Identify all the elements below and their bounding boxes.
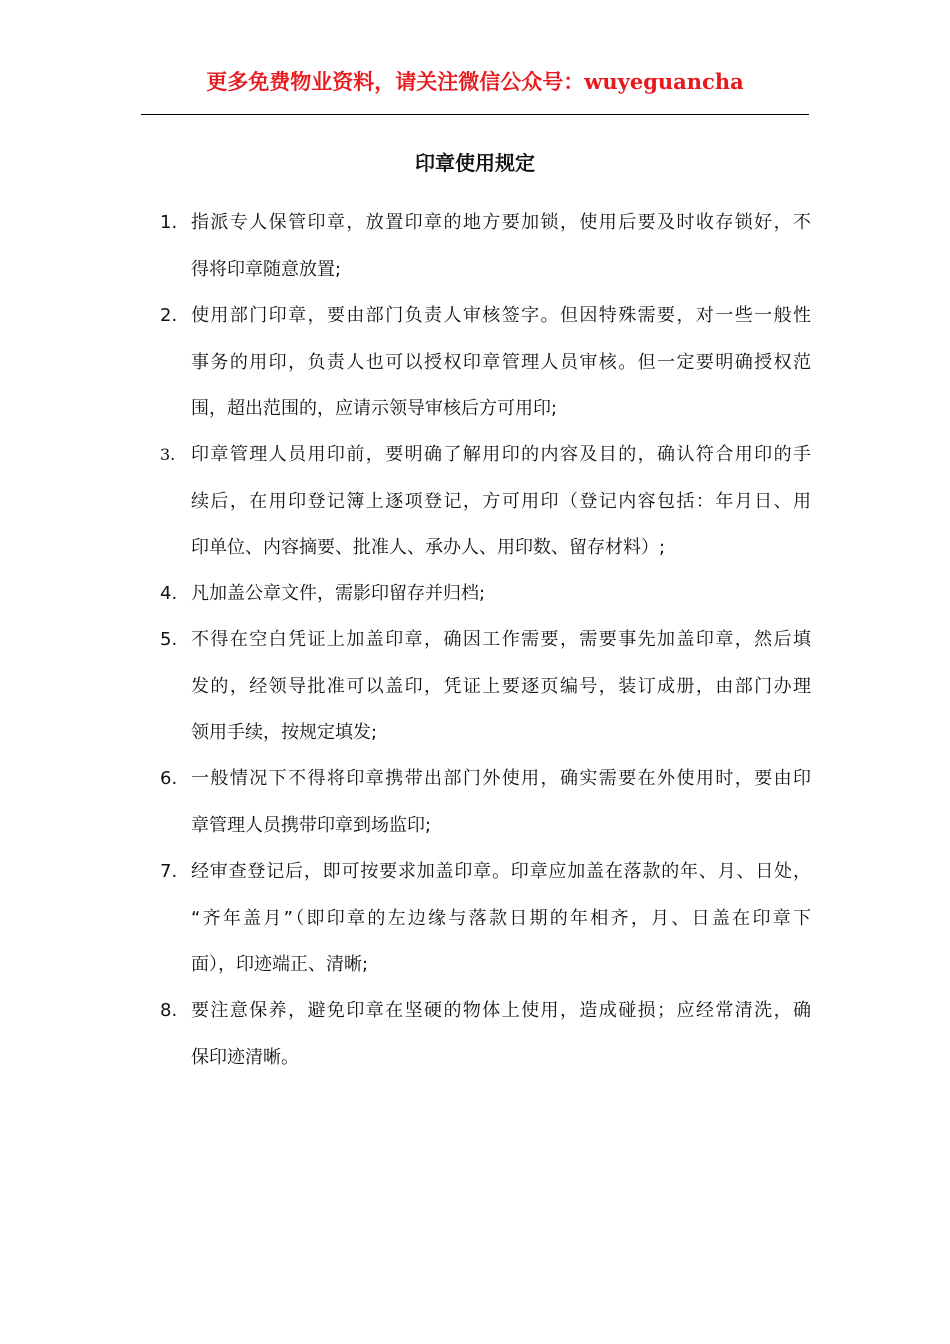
item-line: 章管理人员携带印章到场监印;	[191, 814, 432, 836]
item-text	[191, 571, 811, 618]
item-text	[191, 432, 811, 572]
item-text	[191, 849, 811, 989]
item-number: 6.	[160, 768, 178, 789]
item-number: 3.	[160, 445, 176, 464]
item-line: 面），印迹端正、清晰;	[191, 954, 369, 975]
item-text	[191, 293, 811, 433]
item-text	[191, 200, 811, 293]
item-line: 保印迹清晰。	[191, 1046, 299, 1068]
item-text	[191, 756, 811, 849]
header-divider	[141, 114, 809, 115]
item-number: 2.	[160, 305, 178, 326]
item-line: 围，超出范围的，应请示领导审核后方可用印;	[191, 398, 558, 419]
item-line: 使用部门印章，要由部门负责人审核签字。但因特殊需要，对一些一般性	[191, 305, 811, 326]
promo-banner: 更多免费物业资料，请关注微信公众号：wuyeguancha	[206, 69, 744, 94]
item-text	[191, 617, 811, 757]
item-line: 指派专人保管印章，放置印章的地方要加锁，使用后要及时收存锁好，不	[191, 212, 811, 233]
item-text	[191, 988, 811, 1081]
item-number: 1.	[160, 212, 178, 233]
item-number: 8.	[160, 1000, 178, 1021]
item-number: 4.	[160, 583, 178, 604]
item-line: 要注意保养，避免印章在坚硬的物体上使用，造成碰损；应经常清洗，确	[191, 1000, 811, 1021]
item-line: 续后，在用印登记簿上逐项登记，方可用印（登记内容包括：年月日、用	[191, 490, 811, 512]
item-number: 7.	[160, 861, 178, 882]
item-line: 凡加盖公章文件，需影印留存并归档;	[191, 583, 486, 604]
item-line: 事务的用印，负责人也可以授权印章管理人员审核。但一定要明确授权范	[191, 351, 811, 373]
item-line: 领用手续，按规定填发;	[191, 722, 378, 743]
document-title: 印章使用规定	[415, 151, 535, 175]
item-line: “齐年盖月”（即印章的左边缘与落款日期的年相齐，月、日盖在印章下	[191, 907, 811, 929]
item-line: 印章管理人员用印前，要明确了解用印的内容及目的，确认符合用印的手	[191, 444, 811, 465]
item-line: 发的，经领导批准可以盖印，凭证上要逐页编号，装订成册，由部门办理	[191, 675, 811, 697]
item-line: 不得在空白凭证上加盖印章，确因工作需要，需要事先加盖印章，然后填	[191, 629, 811, 650]
item-line: 得将印章随意放置;	[191, 258, 342, 280]
item-line: 一般情况下不得将印章携带出部门外使用，确实需要在外使用时，要由印	[191, 768, 811, 789]
item-number: 5.	[160, 629, 178, 650]
item-line: 经审查登记后，即可按要求加盖印章。印章应加盖在落款的年、月、日处，	[191, 861, 811, 882]
item-line: 印单位、内容摘要、批准人、承办人、用印数、留存材料）;	[191, 537, 666, 558]
